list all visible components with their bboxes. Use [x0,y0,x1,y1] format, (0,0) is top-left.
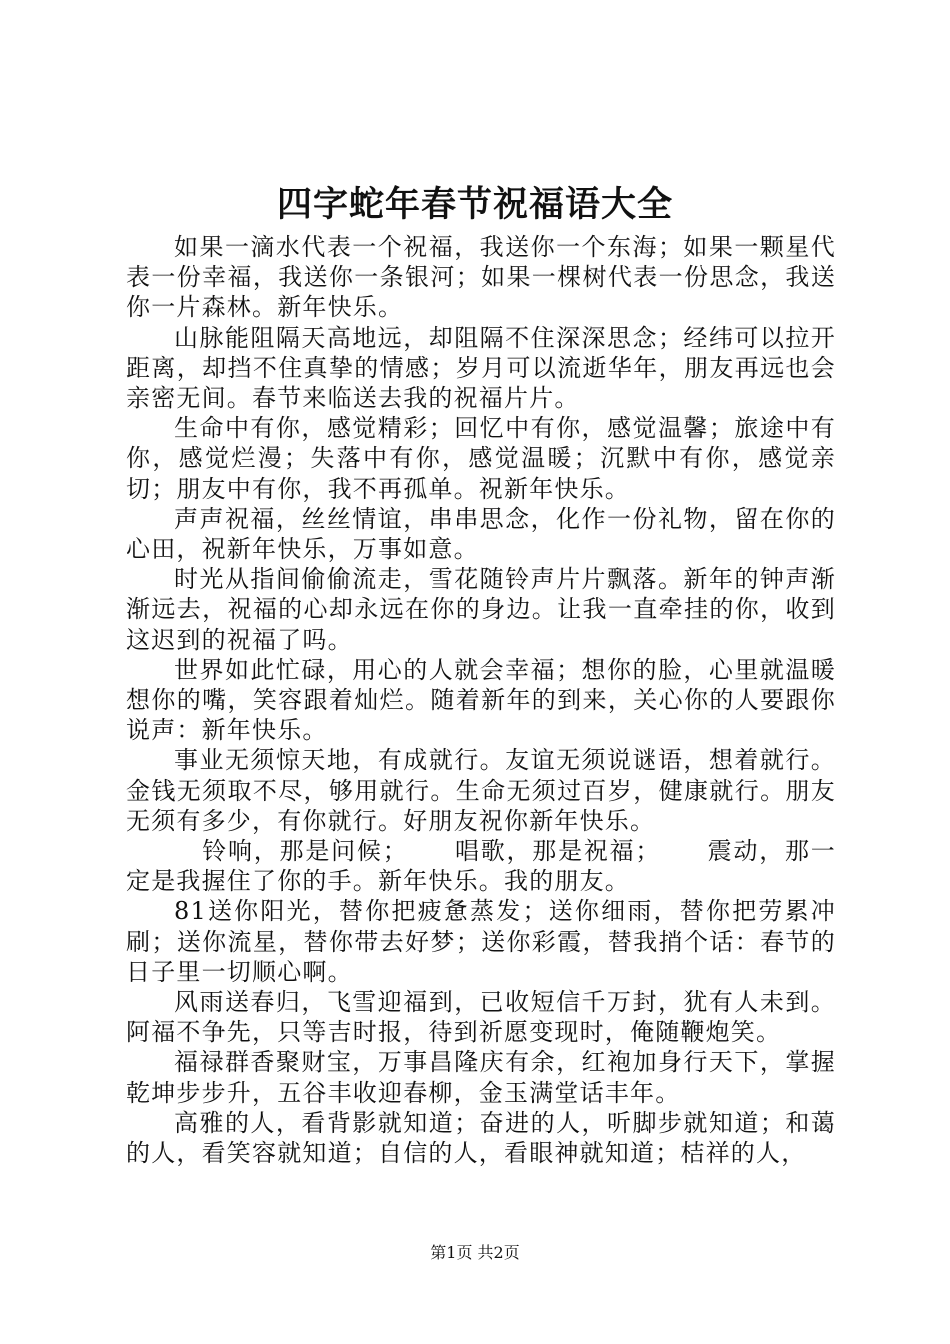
document-body [126,232,836,1168]
paragraph: 时光从指间偷偷流走，雪花随铃声片片飘落。新年的钟声渐渐远去，祝福的心却永远在你的身边。让我一直牵挂的你，收到这迟到的祝福了吗。 [126,565,836,654]
paragraph: 山脉能阻隔天高地远，却阻隔不住深深思念；经纬可以拉开距离，却挡不住真挚的情感；岁月可以流逝华年，朋友再远也会亲密无间。春节来临送去我的祝福片片。 [126,323,836,413]
paragraph: 世界如此忙碌，用心的人就会幸福；想你的脸，心里就温暖想你的嘴，笑容跟着灿烂。随着新年的到来，关心你的人要跟你说声：新年快乐。 [126,655,836,745]
paragraph: 风雨送春归，飞雪迎福到，已收短信千万封，犹有人未到。阿福不争先，只等吉时报，待到祈愿变现时，俺随鞭炮笑。 [126,988,836,1047]
paragraph: 福禄群香聚财宝，万事昌隆庆有余，红袍加身行天下，掌握乾坤步步升，五谷丰收迎春柳，金玉满堂话丰年。 [126,1048,836,1107]
page-title: 四字蛇年春节祝福语大全 [276,184,673,225]
paragraph: 声声祝福，丝丝情谊，串串思念，化作一份礼物，留在你的心田，祝新年快乐，万事如意。 [126,504,836,564]
paragraph: 高雅的人，看背影就知道；奋进的人，听脚步就知道；和蔼的人，看笑容就知道；自信的人，看眼神就知道；桔祥的人， [126,1108,836,1168]
page-number-footer: 第1页 共2页 [430,1243,520,1262]
paragraph: 如果一滴水代表一个祝福，我送你一个东海；如果一颗星代表一份幸福，我送你一条银河；如果一棵树代表一份思念，我送你一片森林。新年快乐。 [126,233,836,322]
paragraph: 事业无须惊天地，有成就行。友谊无须说谜语，想着就行。金钱无须取不尽，够用就行。生命无须过百岁，健康就行。朋友无须有多少，有你就行。好朋友祝你新年快乐。 [126,746,836,835]
paragraph: 铃响，那是问候； 唱歌，那是祝福； 震动，那一定是我握住了你的手。新年快乐。我的朋友。 [126,837,836,896]
paragraph: 生命中有你，感觉精彩；回忆中有你，感觉温馨；旅途中有你，感觉烂漫；失落中有你，感觉温暖；沉默中有你，感觉亲切；朋友中有你，我不再孤单。祝新年快乐。 [126,414,836,503]
paragraph: 81送你阳光，替你把疲惫蒸发；送你细雨，替你把劳累冲刷；送你流星，替你带去好梦；送你彩霞，替我捎个话：春节的日子里一切顺心啊。 [126,897,836,986]
